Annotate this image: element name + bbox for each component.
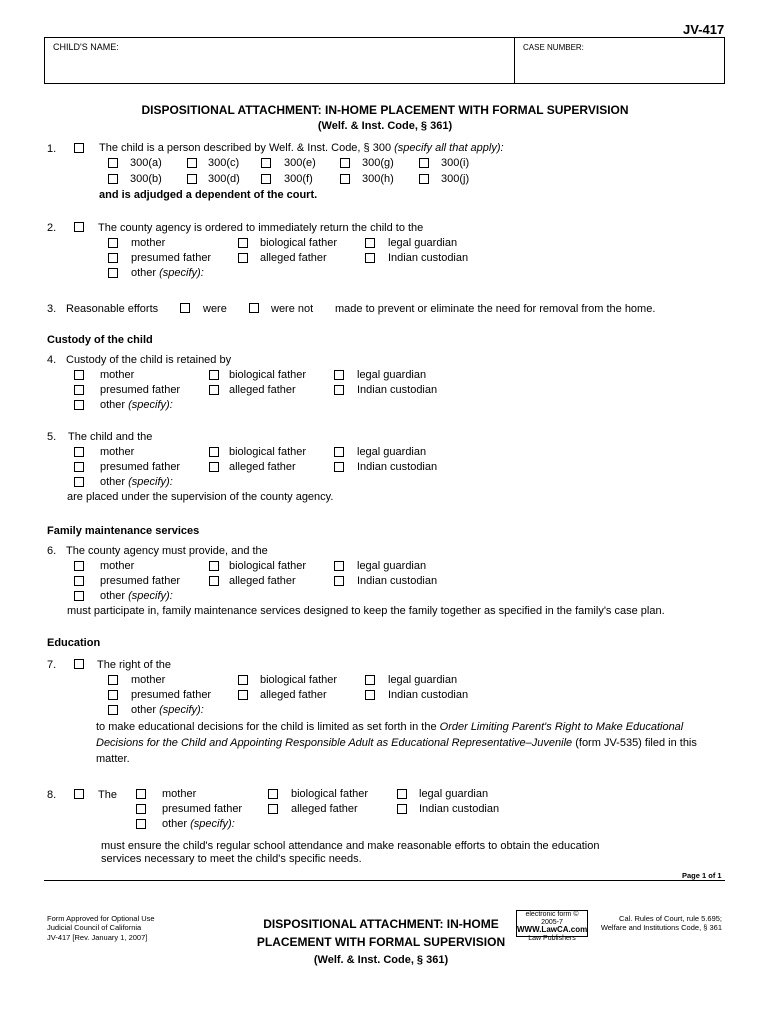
item-5-number: 5. (47, 431, 57, 443)
item-8-number: 8. (47, 789, 57, 801)
item-2-text: The county agency is ordered to immediately return the child to the (98, 222, 424, 234)
item-8-biological-father-label: biological father (291, 788, 369, 800)
item-7-legal-guardian-checkbox[interactable] (365, 675, 375, 685)
family-maintenance-heading: Family maintenance services (47, 525, 200, 537)
label-300c: 300(c) (208, 157, 240, 169)
form-number: JV-417 (683, 22, 725, 37)
item-3-were-not-checkbox[interactable] (249, 303, 259, 313)
item-6-other-label: other (specify): (100, 590, 173, 602)
item-7-alleged-father-checkbox[interactable] (238, 690, 248, 700)
label-300b: 300(b) (130, 173, 162, 185)
item-7-other-checkbox[interactable] (108, 705, 118, 715)
item-4-alleged-father-label: alleged father (229, 384, 296, 396)
item-6-legal-guardian-checkbox[interactable] (334, 561, 344, 571)
item-6-biological-father-checkbox[interactable] (209, 561, 219, 571)
case-number-field[interactable] (518, 54, 721, 80)
item-5-other-label: other (specify): (100, 476, 173, 488)
item-6-mother-label: mother (100, 560, 135, 572)
item-2-mother-checkbox[interactable] (108, 238, 118, 248)
label-300h: 300(h) (362, 173, 394, 185)
item-8-biological-father-checkbox[interactable] (268, 789, 278, 799)
item-8-tail-line1: must ensure the child's regular school attendance and make reasonable efforts to obtain the education (101, 840, 600, 852)
item-2-indian-custodian-checkbox[interactable] (365, 253, 375, 263)
item-7-indian-custodian-checkbox[interactable] (365, 690, 375, 700)
item-5-presumed-father-checkbox[interactable] (74, 462, 84, 472)
item-4-indian-custodian-label: Indian custodian (357, 384, 438, 396)
item-8-presumed-father-label: presumed father (162, 803, 243, 815)
item-2-alleged-father-checkbox[interactable] (238, 253, 248, 263)
page-number: Page 1 of 1 (682, 871, 722, 880)
item-2-number: 2. (47, 222, 57, 234)
item-2-mother-label: mother (131, 237, 166, 249)
item-4-other-checkbox[interactable] (74, 400, 84, 410)
label-300e: 300(e) (284, 157, 316, 169)
footer-rules: Cal. Rules of Court, rule 5.695; Welfare and Institutions Code, § 361 (600, 914, 722, 933)
item-4-mother-checkbox[interactable] (74, 370, 84, 380)
item-1-adjudged: and is adjudged a dependent of the court. (99, 189, 318, 201)
item-2-biological-father-checkbox[interactable] (238, 238, 248, 248)
item-2-legal-guardian-checkbox[interactable] (365, 238, 375, 248)
item-5-indian-custodian-checkbox[interactable] (334, 462, 344, 472)
item-8-indian-custodian-label: Indian custodian (419, 803, 500, 815)
item-1-checkbox[interactable] (74, 143, 84, 153)
item-2-other-checkbox[interactable] (108, 268, 118, 278)
checkbox-300b[interactable] (108, 174, 118, 184)
item-5-tail: are placed under the supervision of the county agency. (67, 491, 334, 503)
item-7-mother-label: mother (131, 674, 166, 686)
item-5-alleged-father-checkbox[interactable] (209, 462, 219, 472)
label-300g: 300(g) (362, 157, 394, 169)
item-5-biological-father-label: biological father (229, 446, 307, 458)
checkbox-300e[interactable] (261, 158, 271, 168)
item-5-presumed-father-label: presumed father (100, 461, 181, 473)
item-8-indian-custodian-checkbox[interactable] (397, 804, 407, 814)
item-6-mother-checkbox[interactable] (74, 561, 84, 571)
item-4-presumed-father-checkbox[interactable] (74, 385, 84, 395)
item-3-were-label: were (203, 303, 227, 315)
item-1-text: The child is a person described by Welf. & Inst. Code, § 300 (specify all that apply): (99, 142, 504, 154)
item-4-text: Custody of the child is retained by (66, 354, 232, 366)
item-5-mother-label: mother (100, 446, 135, 458)
item-8-the: The (98, 789, 117, 801)
checkbox-300j[interactable] (419, 174, 429, 184)
item-7-biological-father-checkbox[interactable] (238, 675, 248, 685)
item-5-biological-father-checkbox[interactable] (209, 447, 219, 457)
item-3-were-not-label: were not (271, 303, 314, 315)
item-1-number: 1. (47, 143, 57, 155)
item-4-other-label: other (specify): (100, 399, 173, 411)
item-8-checkbox[interactable] (74, 789, 84, 799)
item-2-alleged-father-label: alleged father (260, 252, 327, 264)
checkbox-300h[interactable] (340, 174, 350, 184)
item-5-text: The child and the (68, 431, 153, 443)
item-8-presumed-father-checkbox[interactable] (136, 804, 146, 814)
item-7-other-label: other (specify): (131, 704, 204, 716)
item-4-biological-father-checkbox[interactable] (209, 370, 219, 380)
page-title: DISPOSITIONAL ATTACHMENT: IN-HOME PLACEMENT WITH FORMAL SUPERVISION (141, 103, 629, 117)
header-divider (514, 37, 515, 84)
item-5-indian-custodian-label: Indian custodian (357, 461, 438, 473)
item-6-indian-custodian-label: Indian custodian (357, 575, 438, 587)
item-8-tail-line2: services necessary to meet the child's specific needs. (101, 853, 362, 865)
item-6-number: 6. (47, 545, 57, 557)
item-6-legal-guardian-label: legal guardian (357, 560, 427, 572)
item-8-other-label: other (specify): (162, 818, 235, 830)
item-7-biological-father-label: biological father (260, 674, 338, 686)
item-2-presumed-father-label: presumed father (131, 252, 212, 264)
item-6-tail: must participate in, family maintenance services designed to keep the family together as specified in the family's case plan. (67, 605, 665, 617)
footer-approved: Form Approved for Optional Use Judicial Council of California JV-417 [Rev. January 1, 2007] (47, 914, 155, 942)
item-4-indian-custodian-checkbox[interactable] (334, 385, 344, 395)
item-4-biological-father-label: biological father (229, 369, 307, 381)
item-6-biological-father-label: biological father (229, 560, 307, 572)
checkbox-300g[interactable] (340, 158, 350, 168)
item-2-checkbox[interactable] (74, 222, 84, 232)
item-2-biological-father-label: biological father (260, 237, 338, 249)
item-4-number: 4. (47, 354, 57, 366)
footer-title: DISPOSITIONAL ATTACHMENT: IN-HOME PLACEMENT WITH FORMAL SUPERVISION (Welf. & Inst. Code, § 361) (256, 917, 506, 966)
item-2-other-label: other (specify): (131, 267, 204, 279)
item-4-alleged-father-checkbox[interactable] (209, 385, 219, 395)
item-4-legal-guardian-label: legal guardian (357, 369, 427, 381)
item-8-mother-checkbox[interactable] (136, 789, 146, 799)
item-3-tail: made to prevent or eliminate the need for removal from the home. (335, 303, 656, 315)
item-8-alleged-father-label: alleged father (291, 803, 358, 815)
case-number-label: CASE NUMBER: (523, 43, 584, 52)
item-8-other-checkbox[interactable] (136, 819, 146, 829)
item-8-alleged-father-checkbox[interactable] (268, 804, 278, 814)
checkbox-300c[interactable] (187, 158, 197, 168)
checkbox-300a[interactable] (108, 158, 118, 168)
education-heading: Education (47, 637, 101, 649)
label-300d: 300(d) (208, 173, 240, 185)
footer-rule (44, 880, 725, 881)
item-5-alleged-father-label: alleged father (229, 461, 296, 473)
item-7-text: The right of the (97, 659, 171, 671)
checkbox-300i[interactable] (419, 158, 429, 168)
item-8-legal-guardian-label: legal guardian (419, 788, 489, 800)
custody-heading: Custody of the child (47, 334, 153, 346)
label-300a: 300(a) (130, 157, 162, 169)
item-7-indian-custodian-label: Indian custodian (388, 689, 469, 701)
item-3-were-checkbox[interactable] (180, 303, 190, 313)
item-6-alleged-father-label: alleged father (229, 575, 296, 587)
childs-name-field[interactable] (48, 54, 510, 80)
label-300f: 300(f) (284, 173, 313, 185)
item-6-presumed-father-checkbox[interactable] (74, 576, 84, 586)
item-4-legal-guardian-checkbox[interactable] (334, 370, 344, 380)
item-7-legal-guardian-label: legal guardian (388, 674, 458, 686)
item-8-mother-label: mother (162, 788, 197, 800)
item-8-legal-guardian-checkbox[interactable] (397, 789, 407, 799)
checkbox-300d[interactable] (187, 174, 197, 184)
item-2-presumed-father-checkbox[interactable] (108, 253, 118, 263)
item-4-mother-label: mother (100, 369, 135, 381)
item-2-indian-custodian-label: Indian custodian (388, 252, 469, 264)
item-5-legal-guardian-checkbox[interactable] (334, 447, 344, 457)
item-7-alleged-father-label: alleged father (260, 689, 327, 701)
page-subtitle: (Welf. & Inst. Code, § 361) (317, 120, 453, 132)
item-6-indian-custodian-checkbox[interactable] (334, 576, 344, 586)
item-3-text: Reasonable efforts (66, 303, 159, 315)
item-6-text: The county agency must provide, and the (66, 545, 268, 557)
item-5-legal-guardian-label: legal guardian (357, 446, 427, 458)
item-7-presumed-father-label: presumed father (131, 689, 212, 701)
item-3-number: 3. (47, 303, 57, 315)
item-2-legal-guardian-label: legal guardian (388, 237, 458, 249)
item-7-number: 7. (47, 659, 57, 671)
item-7-mother-checkbox[interactable] (108, 675, 118, 685)
item-4-presumed-father-label: presumed father (100, 384, 181, 396)
item-6-alleged-father-checkbox[interactable] (209, 576, 219, 586)
item-5-other-checkbox[interactable] (74, 477, 84, 487)
label-300i: 300(i) (441, 157, 470, 169)
item-6-presumed-father-label: presumed father (100, 575, 181, 587)
childs-name-label: CHILD'S NAME: (53, 42, 119, 52)
item-7-tail: to make educational decisions for the child is limited as set forth in the Order Limiting Parent's Right to Make Educational Decisions for the Child and Appointing Responsible Adult as Educational Representative–Juvenile (form JV-535) filed in this matter. (96, 721, 697, 765)
item-7-checkbox[interactable] (74, 659, 84, 669)
item-7-presumed-father-checkbox[interactable] (108, 690, 118, 700)
checkbox-300f[interactable] (261, 174, 271, 184)
label-300j: 300(j) (441, 173, 470, 185)
item-6-other-checkbox[interactable] (74, 591, 84, 601)
item-5-mother-checkbox[interactable] (74, 447, 84, 457)
publisher-stamp: electronic form © 2005-7 WWW.LawCA.com Law Publishers (517, 911, 588, 943)
